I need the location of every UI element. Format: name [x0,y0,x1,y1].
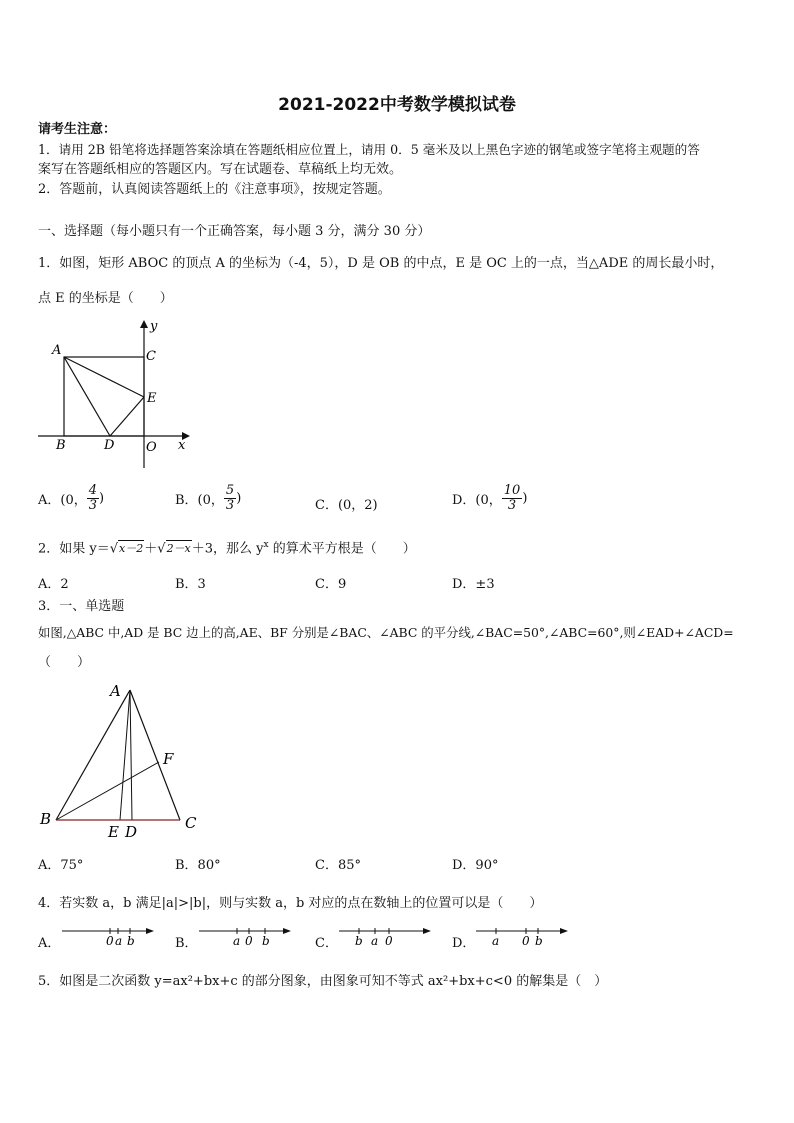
q1-label-E: E [147,391,157,406]
notice-line-1b: 案写在答题纸相应的答题区内。写在试题卷、草稿纸上均无效。 [38,162,403,177]
q3-option-a[interactable]: A．75° [38,858,84,873]
page-title: 2021-2022中考数学模拟试卷 [278,95,516,115]
notice-line-1a: 1．请用 2B 铅笔将选择题答案涂填在答题纸相应位置上，请用 0．5 毫米及以上黑色字迹的钢笔或签字笔将主观题的答 [38,142,700,157]
q4-option-d[interactable]: D． a 0 b [452,932,475,951]
svg-text:b: b [355,934,363,948]
q3-option-c[interactable]: C．85° [315,858,361,873]
svg-text:a: a [115,934,123,948]
svg-text:0: 0 [245,934,253,948]
q4-a-number-line [60,926,156,948]
q2-option-b[interactable]: B．3 [175,577,206,592]
q5-stem: 5．如图是二次函数 y=ax²+bx+c 的部分图象，由图象可知不等式 ax²+bx+c<0 的解集是（ ） [38,974,608,989]
q1-option-b[interactable]: B．(0， $\frac{5}{3}$ ) [175,483,242,513]
q1-option-d[interactable]: D．(0， $\frac{10}{3}$ ) [452,483,528,513]
q1-line-1: 1．如图，矩形 ABOC 的顶点 A 的坐标为（-4，5），D 是 OB 的中点，E 是 OC 上的一点，当△ADE 的周长最小时， [38,256,724,271]
q1-label-C: C [146,349,156,364]
q3-label-F: F [163,750,174,768]
svg-text:0: 0 [385,934,393,948]
q2-option-d[interactable]: D．±3 [452,577,495,592]
q1-label-A: A [52,343,62,358]
q4-option-a[interactable]: A． 0 a b [38,932,60,951]
q3-label-A: A [110,682,121,700]
q2-option-a[interactable]: A．2 [38,577,69,592]
svg-text:b: b [535,934,543,948]
q3-option-b[interactable]: B．80° [175,858,221,873]
q3-triangle-figure [36,680,206,844]
q1-label-y: y [150,319,158,334]
q2-stem: 2．如果 y＝√x－2＋√2－x＋3，那么 $y^x$ 的算术平方根是（ ） [38,540,416,557]
q4-option-c[interactable]: C． b a 0 [315,932,338,951]
q3-heading: 3．一、单选题 [38,599,125,614]
section-heading: 一、选择题（每小题只有一个正确答案，每小题 3 分，满分 30 分） [38,224,431,239]
q4-c-number-line [337,926,433,948]
q4-b-number-line [197,926,293,948]
q3-label-E: E [108,823,119,841]
q4-option-b[interactable]: B． a 0 b [175,932,198,951]
q1-label-O: O [146,440,157,455]
svg-text:a: a [371,934,379,948]
q4-d-number-line [474,926,570,948]
notice-line-2: 2．答题前，认真阅读答题纸上的《注意事项》，按规定答题。 [38,182,391,197]
svg-text:b: b [262,934,270,948]
q1-rectangle-figure [36,318,192,470]
q1-option-c[interactable]: C．(0，2) [315,498,378,513]
svg-text:0: 0 [106,934,114,948]
q3-option-d[interactable]: D．90° [452,858,499,873]
notice-heading: 请考生注意： [38,122,117,137]
q4-stem: 4．若实数 a，b 满足|a|>|b|，则与实数 a，b 对应的点在数轴上的位置可以是（ ） [38,896,543,911]
q3-line-2: （ ） [38,655,91,670]
q1-label-B: B [56,438,66,453]
svg-text:b: b [127,934,135,948]
q1-label-x: x [178,438,186,453]
svg-text:a: a [233,934,241,948]
q1-line-2: 点 E 的坐标是（ ） [38,291,173,306]
q3-label-B: B [40,810,52,828]
q1-label-D: D [104,438,115,453]
q3-label-C: C [185,814,197,832]
svg-text:a: a [492,934,500,948]
q3-label-D: D [125,823,138,841]
svg-text:0: 0 [522,934,530,948]
q2-option-c[interactable]: C．9 [315,577,347,592]
q1-option-a[interactable]: A．(0， $\frac{4}{3}$ ) [38,483,105,513]
q3-line-1: 如图,△ABC 中,AD 是 BC 边上的高,AE、BF 分别是∠BAC、∠ABC 的平分线,∠BAC=50°,∠ABC=60°,则∠EAD+∠ACD= [38,625,734,640]
